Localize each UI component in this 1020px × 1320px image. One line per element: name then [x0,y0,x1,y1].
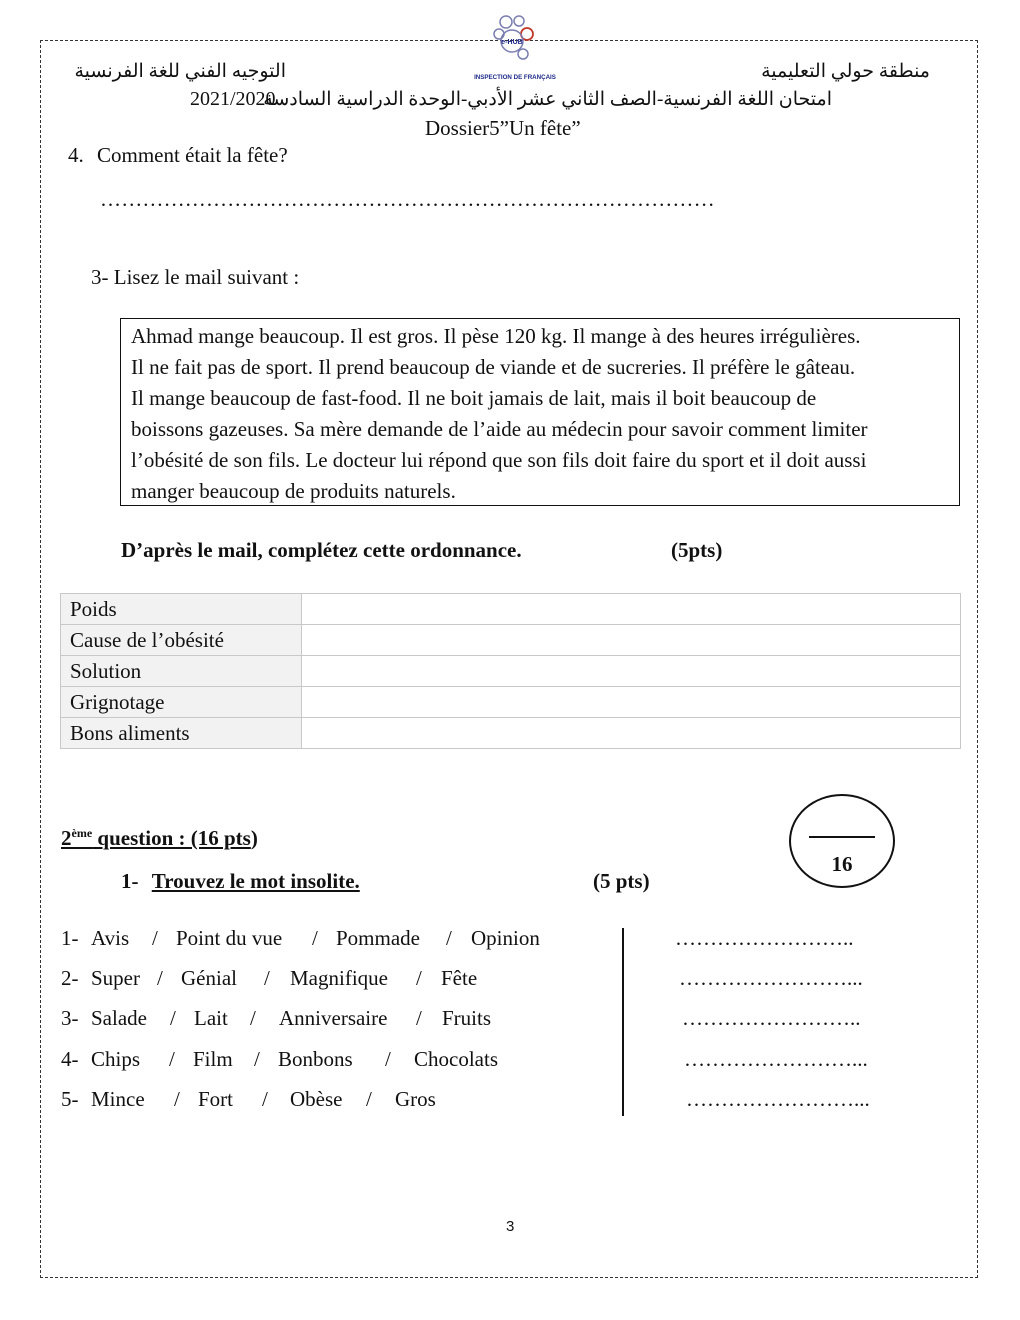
question2-close: ) [250,826,258,850]
subq1-title: Trouvez le mot insolite. [151,869,360,893]
header-exam-title: امتحان اللغة الفرنسية-الصف الثاني عشر الأدبي-الوحدة الدراسية السادسة [263,89,832,110]
item-word: Pommade [336,926,420,950]
word-separator: / [264,966,270,990]
question2-num: 2 [61,826,72,850]
word-separator: / [416,1006,422,1030]
word-separator: / [254,1047,260,1071]
word-separator: / [250,1006,256,1030]
score-circle [789,794,895,888]
item-word: Anniversaire [279,1006,388,1030]
answer-dots[interactable]: …………………….. [675,926,854,950]
row-label: Cause de l’obésité [61,625,302,656]
dossier-title: Dossier5”Un fête” [425,116,581,140]
item-word: Fort [198,1087,234,1111]
header-year: 2021/2020 [190,88,276,110]
item-word: Point du vue [176,926,283,950]
item-word: Film [193,1047,233,1071]
page-number: 3 [506,1218,515,1235]
answer-cell[interactable] [302,687,961,718]
item-word: Avis [91,926,130,950]
item-word: Bonbons [278,1047,353,1071]
word-separator: / [262,1087,268,1111]
mail-line: Il ne fait pas de sport. Il prend beaucoup de viande et de sucreries. Il préfère le gâteau. [131,355,856,379]
row-label: Poids [61,594,302,625]
logo-caption: INSPECTION DE FRANÇAIS [474,74,556,81]
mail-line: l’obésité de son fils. Le docteur lui répond que son fils doit faire du sport et il doit aussi [131,448,867,472]
word-separator: / [366,1087,372,1111]
item-word: Chocolats [414,1047,498,1071]
q4-text: Comment était la fête? [97,143,288,167]
score-total: 16 [831,852,853,876]
question2-heading [61,826,258,851]
mail-line: Il mange beaucoup de fast-food. Il ne boit jamais de lait, mais il boit beaucoup de [131,386,817,410]
answer-dots[interactable]: ……………………... [679,966,863,990]
header-inspection: التوجيه الفني للغة الفرنسية [74,61,286,82]
row-label: Solution [61,656,302,687]
word-separator: / [169,1047,175,1071]
item-number: 3- [61,1006,79,1030]
question2-title: question : (16 pts [92,826,251,850]
header-region: منطقة حولي التعليمية [761,61,930,82]
word-separator: / [170,1006,176,1030]
mail-line: boissons gazeuses. Sa mère demande de l’aide au médecin pour savoir comment limiter [131,417,868,441]
item-number: 1- [61,926,79,950]
word-separator: / [157,966,163,990]
q4-number: 4. [68,143,84,167]
column-divider [622,928,624,1116]
mail-line: manger beaucoup de produits naturels. [131,479,456,503]
score-blank[interactable] [809,836,875,838]
item-word: Gros [395,1087,436,1111]
answer-dots[interactable]: …………………….. [682,1006,861,1030]
answer-cell[interactable] [302,656,961,687]
inspection-logo [472,14,558,84]
question2-sup: ème [71,826,93,840]
table-row [61,656,961,687]
item-word: Mince [91,1087,145,1111]
answer-cell[interactable] [302,594,961,625]
item-word: Fête [441,966,478,990]
item-word: Lait [194,1006,228,1030]
word-separator: / [446,926,452,950]
q4-answer-line[interactable]: …………………………………………………………………………… [100,187,715,211]
section3-label: 3- Lisez le mail suivant : [91,265,300,289]
row-label: Bons aliments [61,718,302,749]
item-number: 4- [61,1047,79,1071]
mail-box [120,318,960,506]
answer-dots[interactable]: ……………………... [684,1047,868,1071]
answer-cell[interactable] [302,625,961,656]
item-word: Magnifique [290,966,388,990]
table-row [61,687,961,718]
word-separator: / [152,926,158,950]
ordonnance-instruction: D’après le mail, complétez cette ordonnance. [121,538,522,562]
subq1-num: 1- [121,869,139,893]
logo-brand: e-HUB [501,39,523,46]
subq1-heading [121,869,360,894]
item-word: Salade [91,1006,147,1030]
table-row [61,718,961,749]
table-row [61,625,961,656]
item-word: Opinion [471,926,540,950]
item-number: 2- [61,966,79,990]
word-separator: / [416,966,422,990]
q4 [68,143,288,168]
ordonnance-table [60,593,961,749]
subq1-points: (5 pts) [593,869,650,893]
table-row [61,594,961,625]
item-word: Génial [181,966,237,990]
answer-cell[interactable] [302,718,961,749]
item-word: Obèse [290,1087,343,1111]
item-word: Super [91,966,140,990]
word-separator: / [174,1087,180,1111]
mail-line: Ahmad mange beaucoup. Il est gros. Il pèse 120 kg. Il mange à des heures irrégulières. [131,324,861,348]
word-separator: / [312,926,318,950]
item-word: Chips [91,1047,141,1071]
item-number: 5- [61,1087,79,1111]
answer-dots[interactable]: ……………………... [686,1087,870,1111]
ordonnance-points: (5pts) [671,538,723,562]
word-separator: / [385,1047,391,1071]
row-label: Grignotage [61,687,302,718]
item-word: Fruits [442,1006,492,1030]
